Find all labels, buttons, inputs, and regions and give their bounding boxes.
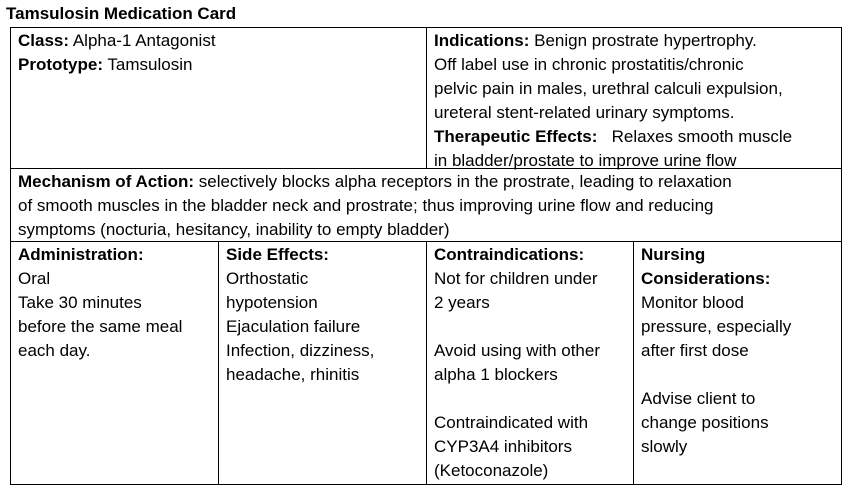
card-title: Tamsulosin Medication Card: [6, 4, 237, 23]
prototype-line: [18, 53, 420, 77]
contraindications-label: Contraindications:: [434, 245, 585, 264]
spacer: [641, 363, 835, 387]
contraindications-line: (Ketoconazole): [434, 461, 549, 480]
indications-text-3: pelvic pain in males, urethral calculi expulsion,: [434, 79, 783, 98]
side-effects-line: headache, rhinitis: [226, 365, 360, 384]
contraindications-line: Avoid using with other: [434, 341, 601, 360]
administration-line: before the same meal: [18, 317, 183, 336]
administration-cell: [11, 242, 218, 484]
mechanism-text-2: of smooth muscles in the bladder neck and prostrate; thus improving urine flow and reducing: [18, 196, 714, 215]
administration-label: Administration:: [18, 245, 144, 264]
class-line: [18, 29, 420, 53]
administration-line: Take 30 minutes: [18, 293, 142, 312]
nursing-line: slowly: [641, 437, 688, 456]
side-effects-line: Ejaculation failure: [226, 317, 361, 336]
nursing-line: Advise client to: [641, 389, 756, 408]
spacer: [434, 315, 627, 339]
indications-line-1: [434, 29, 835, 53]
side-effects-line: Infection, dizziness,: [226, 341, 375, 360]
class-value: Alpha-1 Antagonist: [72, 31, 216, 50]
table-row-mechanism: [11, 169, 841, 242]
side-effects-cell: [218, 242, 426, 484]
administration-line: Oral: [18, 269, 51, 288]
indications-text-4: ureteral stent-related urinary symptoms.: [434, 103, 735, 122]
spacer: [434, 387, 627, 411]
class-label: Class:: [18, 31, 70, 50]
contraindications-line: 2 years: [434, 293, 490, 312]
administration-line: each day.: [18, 341, 91, 360]
side-effects-line: Orthostatic: [226, 269, 309, 288]
indications-text-1: Benign prostrate hypertrophy.: [534, 31, 757, 50]
contraindications-cell: [426, 242, 633, 484]
mechanism-text-3: symptoms (nocturia, hesitancy, inability to empty bladder): [18, 220, 450, 239]
nursing-cell: [633, 242, 841, 484]
nursing-line: pressure, especially: [641, 317, 792, 336]
prototype-value: Tamsulosin: [107, 55, 193, 74]
therapeutic-line-1: [434, 125, 835, 149]
nursing-label-2: Considerations:: [641, 269, 771, 288]
indications-label: Indications:: [434, 31, 530, 50]
indications-text-2: Off label use in chronic prostatitis/chronic: [434, 55, 744, 74]
mechanism-label: Mechanism of Action:: [18, 172, 194, 191]
contraindications-line: alpha 1 blockers: [434, 365, 558, 384]
contraindications-line: Not for children under: [434, 269, 598, 288]
nursing-line: after first dose: [641, 341, 749, 360]
contraindications-line: Contraindicated with: [434, 413, 589, 432]
therapeutic-text-2: in bladder/prostate to improve urine flow: [434, 151, 737, 170]
indications-cell: [426, 28, 841, 168]
mechanism-line-1: [18, 170, 835, 194]
class-prototype-cell: [11, 28, 426, 168]
contraindications-line: CYP3A4 inhibitors: [434, 437, 572, 456]
table-row-details: [11, 242, 841, 484]
mechanism-text-1: selectively blocks alpha receptors in the prostrate, leading to relaxation: [198, 172, 732, 191]
medication-card-table: [10, 27, 842, 485]
mechanism-cell: [11, 169, 841, 241]
nursing-line: change positions: [641, 413, 769, 432]
nursing-label-1: Nursing: [641, 245, 706, 264]
table-row-overview: [11, 28, 841, 169]
therapeutic-label: Therapeutic Effects:: [434, 127, 598, 146]
side-effects-line: hypotension: [226, 293, 318, 312]
nursing-line: Monitor blood: [641, 293, 745, 312]
therapeutic-text-1: Relaxes smooth muscle: [611, 127, 793, 146]
prototype-label: Prototype:: [18, 55, 103, 74]
side-effects-label: Side Effects:: [226, 245, 329, 264]
